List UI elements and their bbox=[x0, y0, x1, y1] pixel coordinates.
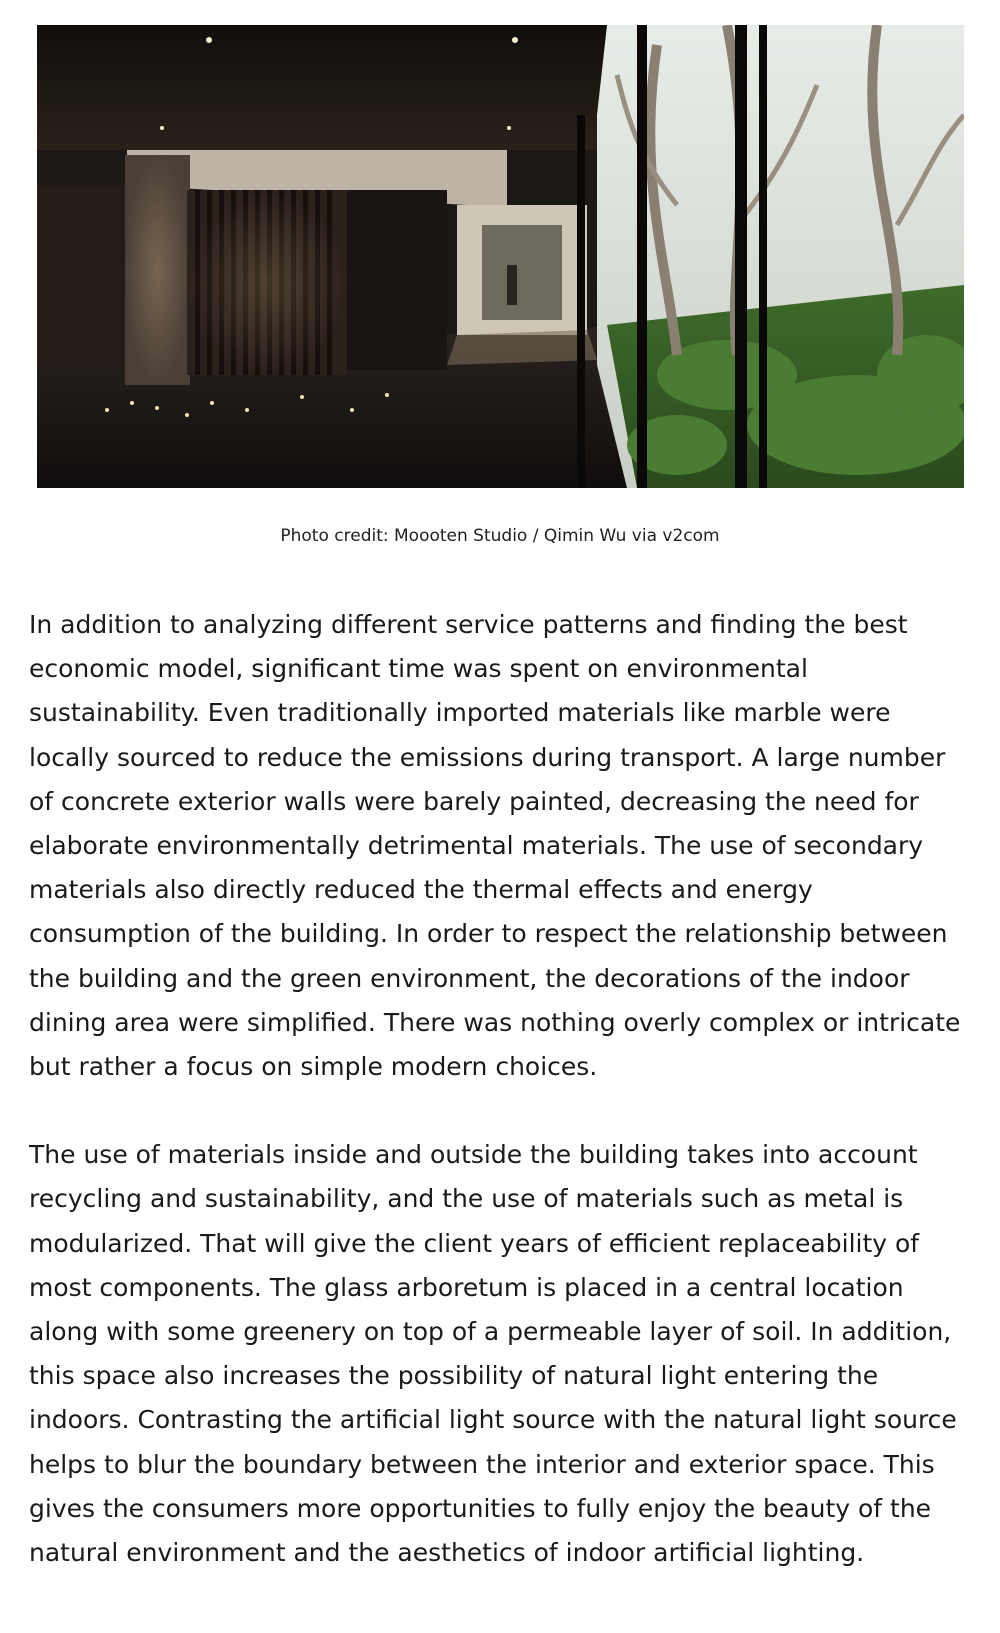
article-photo bbox=[37, 25, 964, 488]
article-paragraph: In addition to analyzing different service patterns and finding the best economic model, significant time was spent on environmental sustainability. Even traditionally imported materials like marble were locally sourced to reduce the emissions during transport. A large number of concrete exterior walls were barely painted, decreasing the need for elaborate environmentally detrimental materials. The use of secondary materials also directly reduced the thermal effects and energy consumption of the building. In order to respect the relationship between the building and the green environment, the decorations of the indoor dining area were simplified. There was nothing overly complex or intricate but rather a focus on simple modern choices. bbox=[29, 610, 961, 1082]
article-body bbox=[29, 603, 974, 1619]
restaurant-interior-illustration bbox=[37, 25, 964, 488]
article-paragraph: The use of materials inside and outside the building takes into account recycling and sustainability, and the use of materials such as metal is modularized. That will give the client years of efficient replaceability of most components. The glass arboretum is placed in a central location along with some greenery on top of a permeable layer of soil. In addition, this space also increases the possibility of natural light entering the indoors. Contrasting the artificial light source with the natural light source helps to blur the boundary between the interior and exterior space. This gives the consumers more opportunities to fully enjoy the beauty of the natural environment and the aesthetics of indoor artificial lighting. bbox=[29, 1140, 957, 1568]
photo-caption: Photo credit: Moooten Studio / Qimin Wu via v2com bbox=[280, 526, 720, 546]
